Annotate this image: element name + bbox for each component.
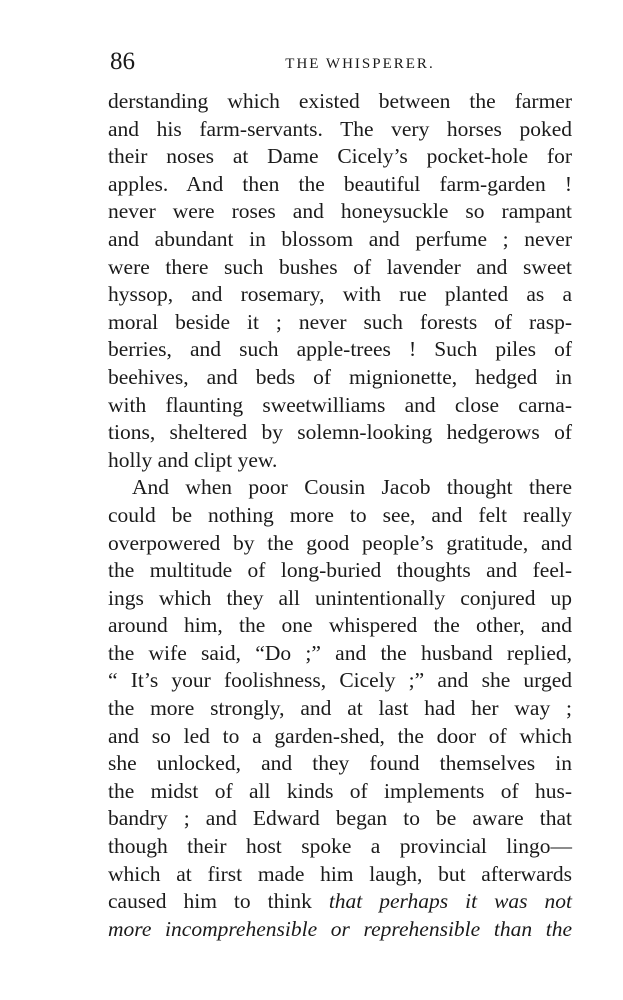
text-line: and his farm-servants. The very horses poked [108,116,572,141]
text-line: holly and clipt yew. [108,447,278,472]
text-line: their noses at Dame Cicely’s pocket-hole for [108,144,572,169]
text-line: the midst of all kinds of implements of hus- [108,778,572,803]
paragraph-2 [108,474,572,943]
text-line: berries, and such apple-trees ! Such piles of [108,337,572,362]
italic-text: that perhaps it was not [328,889,572,914]
text-line: could be nothing more to see, and felt really [108,502,572,527]
text-line: and abundant in blossom and perfume ; never [108,226,572,251]
text-line: derstanding which existed between the farmer [108,89,572,113]
text-line: which at first made him laugh, but afterwards [108,861,572,886]
text-line: beehives, and beds of mignionette, hedged in [108,364,572,389]
text-line: apples. And then the beautiful farm-garden ! [108,171,572,196]
text-line: tions, sheltered by solemn-looking hedgerows of [108,420,572,445]
text-line: overpowered by the good people’s gratitude, and [108,530,572,555]
text-line: never were roses and honeysuckle so rampant [108,199,572,224]
text-line-mixed [108,888,572,916]
text-line: moral beside it ; never such forests of rasp- [108,309,572,334]
text-line: ings which they all unintentionally conjured up [108,585,572,610]
text-line: though their host spoke a provincial lingo— [108,834,572,859]
text-line: the wife said, “Do ;” and the husband replied, [108,640,572,665]
text-line: with flaunting sweetwilliams and close carna- [108,392,572,417]
text-line: and so led to a garden-shed, the door of which [108,723,572,748]
text-line: “ It’s your foolishness, Cicely ;” and she urged [108,668,572,693]
text-line: And when poor Cousin Jacob thought there [132,475,572,500]
running-title: THE WHISPERER. [285,56,435,72]
text-line: the multitude of long-buried thoughts and feel- [108,558,572,583]
running-head [108,46,572,78]
italic-text-line: more incomprehensible or reprehensible than the [108,916,572,941]
roman-text: caused him to think [108,889,329,914]
text-line: were there such bushes of lavender and sweet [108,254,572,279]
text-line: hyssop, and rosemary, with rue planted as a [108,282,572,307]
text-line: the more strongly, and at last had her way ; [108,696,572,721]
text-line: bandry ; and Edward began to be aware that [108,806,572,831]
text-line: around him, the one whispered the other, and [108,613,572,638]
body-text [108,88,572,943]
paragraph-1 [108,88,572,474]
page-number: 86 [110,48,135,75]
text-line: she unlocked, and they found themselves in [108,751,572,776]
